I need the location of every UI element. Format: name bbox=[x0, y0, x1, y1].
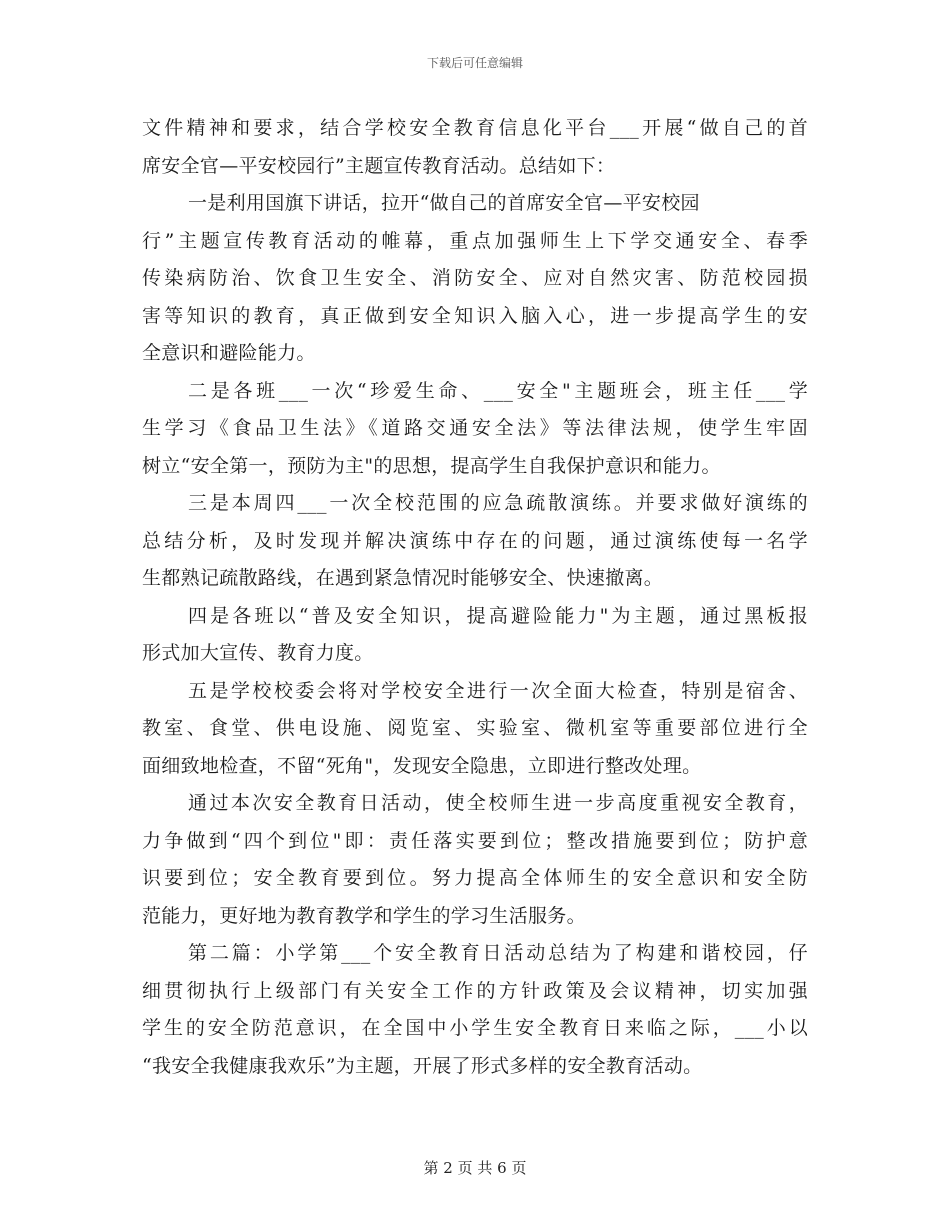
text-line: 一是利用国旗下讲话，拉开“做自己的首席安全官—平安校园 bbox=[188, 192, 700, 214]
text-line: 行”主题宣传教育活动的帷幕，重点加强师生上下学交通安全、春季 bbox=[142, 229, 808, 252]
text-line: 第二篇：小学第___个安全教育日活动总结为了构建和谐校园，仔 bbox=[188, 942, 808, 964]
text-line: 通过本次安全教育日活动，使全校师生进一步高度重视安全教育， bbox=[188, 792, 808, 814]
document-body bbox=[142, 110, 808, 1085]
text-line: 传染病防治、饮食卫生安全、消防安全、应对自然灾害、防范校园损 bbox=[142, 267, 808, 289]
text-line: 五是学校校委会将对学校安全进行一次全面大检查，特别是宿舍、 bbox=[188, 679, 808, 702]
text-line: 识要到位；安全教育要到位。努力提高全体师生的安全意识和安全防 bbox=[142, 867, 808, 889]
page-header-note: 下载后可任意编辑 bbox=[426, 56, 523, 70]
text-line: 树立“安全第一，预防为主"的思想，提高学生自我保护意识和能力。 bbox=[142, 454, 721, 477]
text-line: 生学习《食品卫生法》《道路交通安全法》等法律法规，使学生牢固 bbox=[142, 417, 808, 439]
text-line: 全意识和避险能力。 bbox=[142, 342, 316, 364]
text-line: 力争做到“四个到位"即：责任落实要到位；整改措施要到位；防护意 bbox=[142, 829, 808, 852]
text-line: 学生的安全防范意识，在全国中小学生安全教育日来临之际，___小以 bbox=[142, 1017, 808, 1039]
text-line: “我安全我健康我欢乐”为主题，开展了形式多样的安全教育活动。 bbox=[142, 1054, 703, 1077]
text-line: 席安全官—平安校园行”主题宣传教育活动。总结如下： bbox=[142, 154, 616, 177]
text-line: 教室、食堂、供电设施、阅览室、实验室、微机室等重要部位进行全 bbox=[142, 717, 808, 739]
text-line: 细贯彻执行上级部门有关安全工作的方针政策及会议精神，切实加强 bbox=[142, 979, 808, 1002]
text-line: 面细致地检查，不留“死角"，发现安全隐患，立即进行整改处理。 bbox=[142, 754, 702, 777]
page-number: 第 2 页 共 6 页 bbox=[423, 1159, 527, 1177]
text-line: 范能力，更好地为教育教学和学生的学习生活服务。 bbox=[142, 904, 586, 927]
text-line: 四是各班以“普及安全知识，提高避险能力"为主题，通过黑板报 bbox=[188, 604, 808, 627]
text-line: 三是本周四___一次全校范围的应急疏散演练。并要求做好演练的 bbox=[188, 492, 808, 514]
text-line: 生都熟记疏散路线，在遇到紧急情况时能够安全、快速撤离。 bbox=[142, 567, 664, 589]
text-line: 二是各班___一次“珍爱生命、___安全"主题班会，班主任___学 bbox=[188, 379, 808, 402]
text-line: 形式加大宣传、教育力度。 bbox=[142, 642, 374, 664]
text-line: 害等知识的教育，真正做到安全知识入脑入心，进一步提高学生的安 bbox=[142, 304, 808, 327]
text-line: 文件精神和要求，结合学校安全教育信息化平台___开展“做自己的首 bbox=[142, 117, 808, 139]
text-line: 总结分析，及时发现并解决演练中存在的问题，通过演练使每一名学 bbox=[142, 529, 808, 552]
